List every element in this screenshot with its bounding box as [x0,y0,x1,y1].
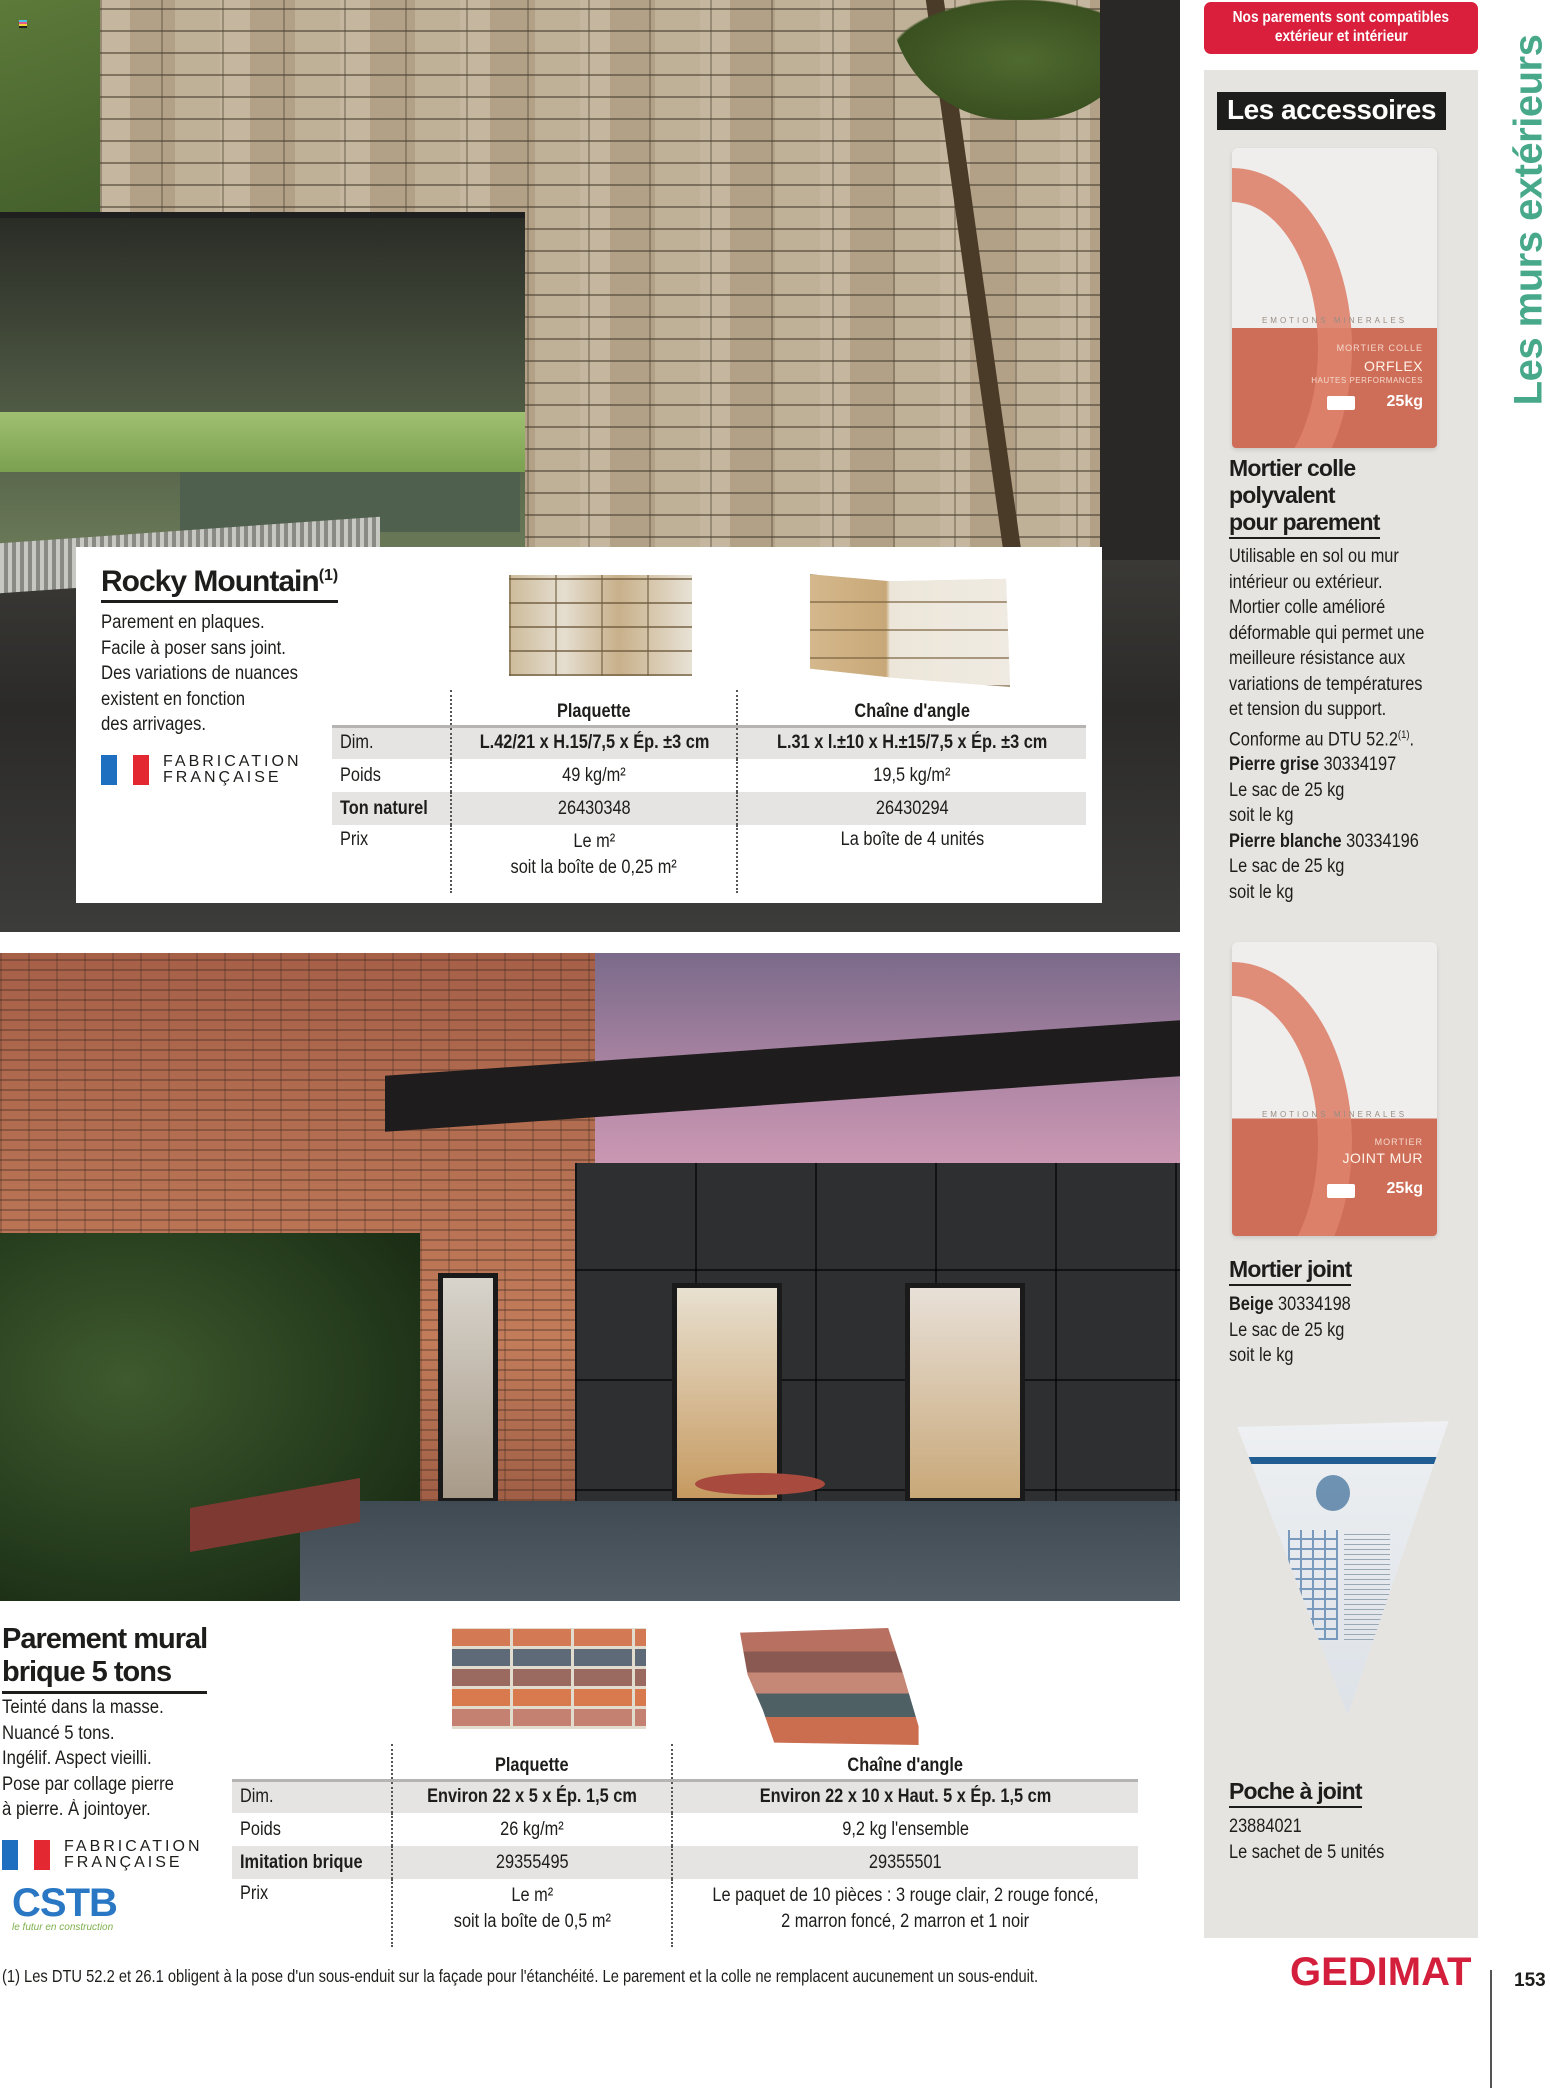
fabrication-francaise-label-2: FABRICATION FRANÇAISE [2,1839,203,1871]
table-row: Ton naturel 26430348 26430294 [332,792,1086,825]
accessories-title: Les accessoires [1217,92,1446,130]
mortier-joint-details: Beige 30334198 Le sac de 25 kg soit le kg [1229,1294,1351,1366]
mortier-colle-title: Mortier colle polyvalent pour parement [1229,455,1380,539]
table-row: Dim. L.42/21 x H.15/7,5 x Ép. ±3 cm L.31 x l.±10 x H.±15/7,5 x Ép. ±3 cm [332,726,1086,759]
french-flag-icon [2,1840,50,1870]
garden-window [0,212,525,552]
cstb-logo: CSTB le futur en construction [12,1881,117,1933]
footnote: (1) Les DTU 52.2 et 26.1 obligent à la pose d'un sous-enduit sur la façade pour l'étanchéité. Le parement et la colle ne remplacent aucunement un sous-enduit. [2,1966,1039,1986]
product1-description: Parement en plaques. Facile à poser sans joint. Des variations de nuances existent en fonction des arrivages. [101,612,299,735]
mortier-joint-bag-image: EMOTIONS MINERALES MORTIER JOINT MUR 25kg [1232,942,1437,1236]
brick-terrace-photo [0,953,1180,1601]
page-number: 153 [1514,1970,1546,1991]
plaquette-stone-thumbnail [509,575,692,676]
footer-divider [1490,1970,1492,2088]
product2-description: Teinté dans la masse. Nuancé 5 tons. Ingélif. Aspect vieilli. Pose par collage pierre à pierre. À jointoyer. [2,1697,174,1820]
mortier-colle-bag-image: EMOTIONS MINERALES MORTIER COLLE ORFLEX HAUTES PERFORMANCES 25kg [1232,148,1437,448]
product2-spec-table: Plaquette Chaîne d'angle Dim. Environ 22 x 5 x Ép. 1,5 cm Environ 22 x 10 x Haut. 5 x Ép. 1,5 cm Poids 26 kg/m² 9,2 kg l'ensemble Imitation brique 29355495 29355501 Prix Le m² soit la boîte de 0,5 m² Le paquet de 10 pièces : 3 rouge clair, 2 rouge foncé, 2 marron foncé, 2 marron et 1 noir [232,1744,1138,1947]
product2-header [2,1623,207,1694]
table-row: Poids 49 kg/m² 19,5 kg/m² [332,759,1086,792]
corner-stone-thumbnail [810,572,1010,687]
bistro-table [695,1473,825,1495]
product1-header [101,566,338,603]
plaquette-brick-thumbnail [452,1628,646,1729]
french-flag-icon [101,755,149,785]
gedimat-logo: GEDIMAT [1290,1950,1472,1994]
table-row: Poids 26 kg/m² 9,2 kg l'ensemble [232,1813,1138,1846]
table-row: Prix Le m² soit la boîte de 0,25 m² La boîte de 4 unités [332,825,1086,893]
fabrication-francaise-label: FABRICATION FRANÇAISE [101,754,302,786]
mortier-joint-title: Mortier joint [1229,1256,1351,1286]
poche-a-joint-title: Poche à joint [1229,1778,1362,1808]
product1-spec-table: Plaquette Chaîne d'angle Dim. L.42/21 x H.15/7,5 x Ép. ±3 cm L.31 x l.±10 x H.±15/7,5 x Ép. ±3 cm Poids 49 kg/m² 19,5 kg/m² Ton naturel 26430348 26430294 Prix Le m² soit la boîte de 0,25 m² La boîte de 4 unités [332,690,1086,893]
compatibility-badge: Nos parements sont compatibles extérieur et intérieur [1204,2,1478,54]
color-tag-icon [19,20,27,28]
product2-title: Parement mural brique 5 tons [2,1623,207,1694]
mortier-colle-description: Utilisable en sol ou mur intérieur ou extérieur. Mortier colle amélioré déformable qui permet une meilleure résistance aux variations de températures et tension du support. Conforme au DTU 52.2$^{(1)}$. Pierre grise 30334197 Le sac de 25 kg soit le kg Pierre blanche 30334196 Le sac de 25 kg soit le kg [1229,546,1425,903]
corner-brick-thumbnail [740,1628,930,1745]
table-row: Prix Le m² soit la boîte de 0,5 m² Le paquet de 10 pièces : 3 rouge clair, 2 rouge foncé, 2 marron foncé, 2 marron et 1 noir [232,1879,1138,1947]
product1-title: Rocky Mountain$^{(1)}$ [101,566,338,603]
section-title-vertical: Les murs extérieurs [1506,34,1550,406]
poche-a-joint-details: 23884021 Le sachet de 5 unités [1229,1816,1385,1863]
table-row: Dim. Environ 22 x 5 x Ép. 1,5 cm Environ 22 x 10 x Haut. 5 x Ép. 1,5 cm [232,1780,1138,1813]
table-row: Imitation brique 29355495 29355501 [232,1846,1138,1879]
